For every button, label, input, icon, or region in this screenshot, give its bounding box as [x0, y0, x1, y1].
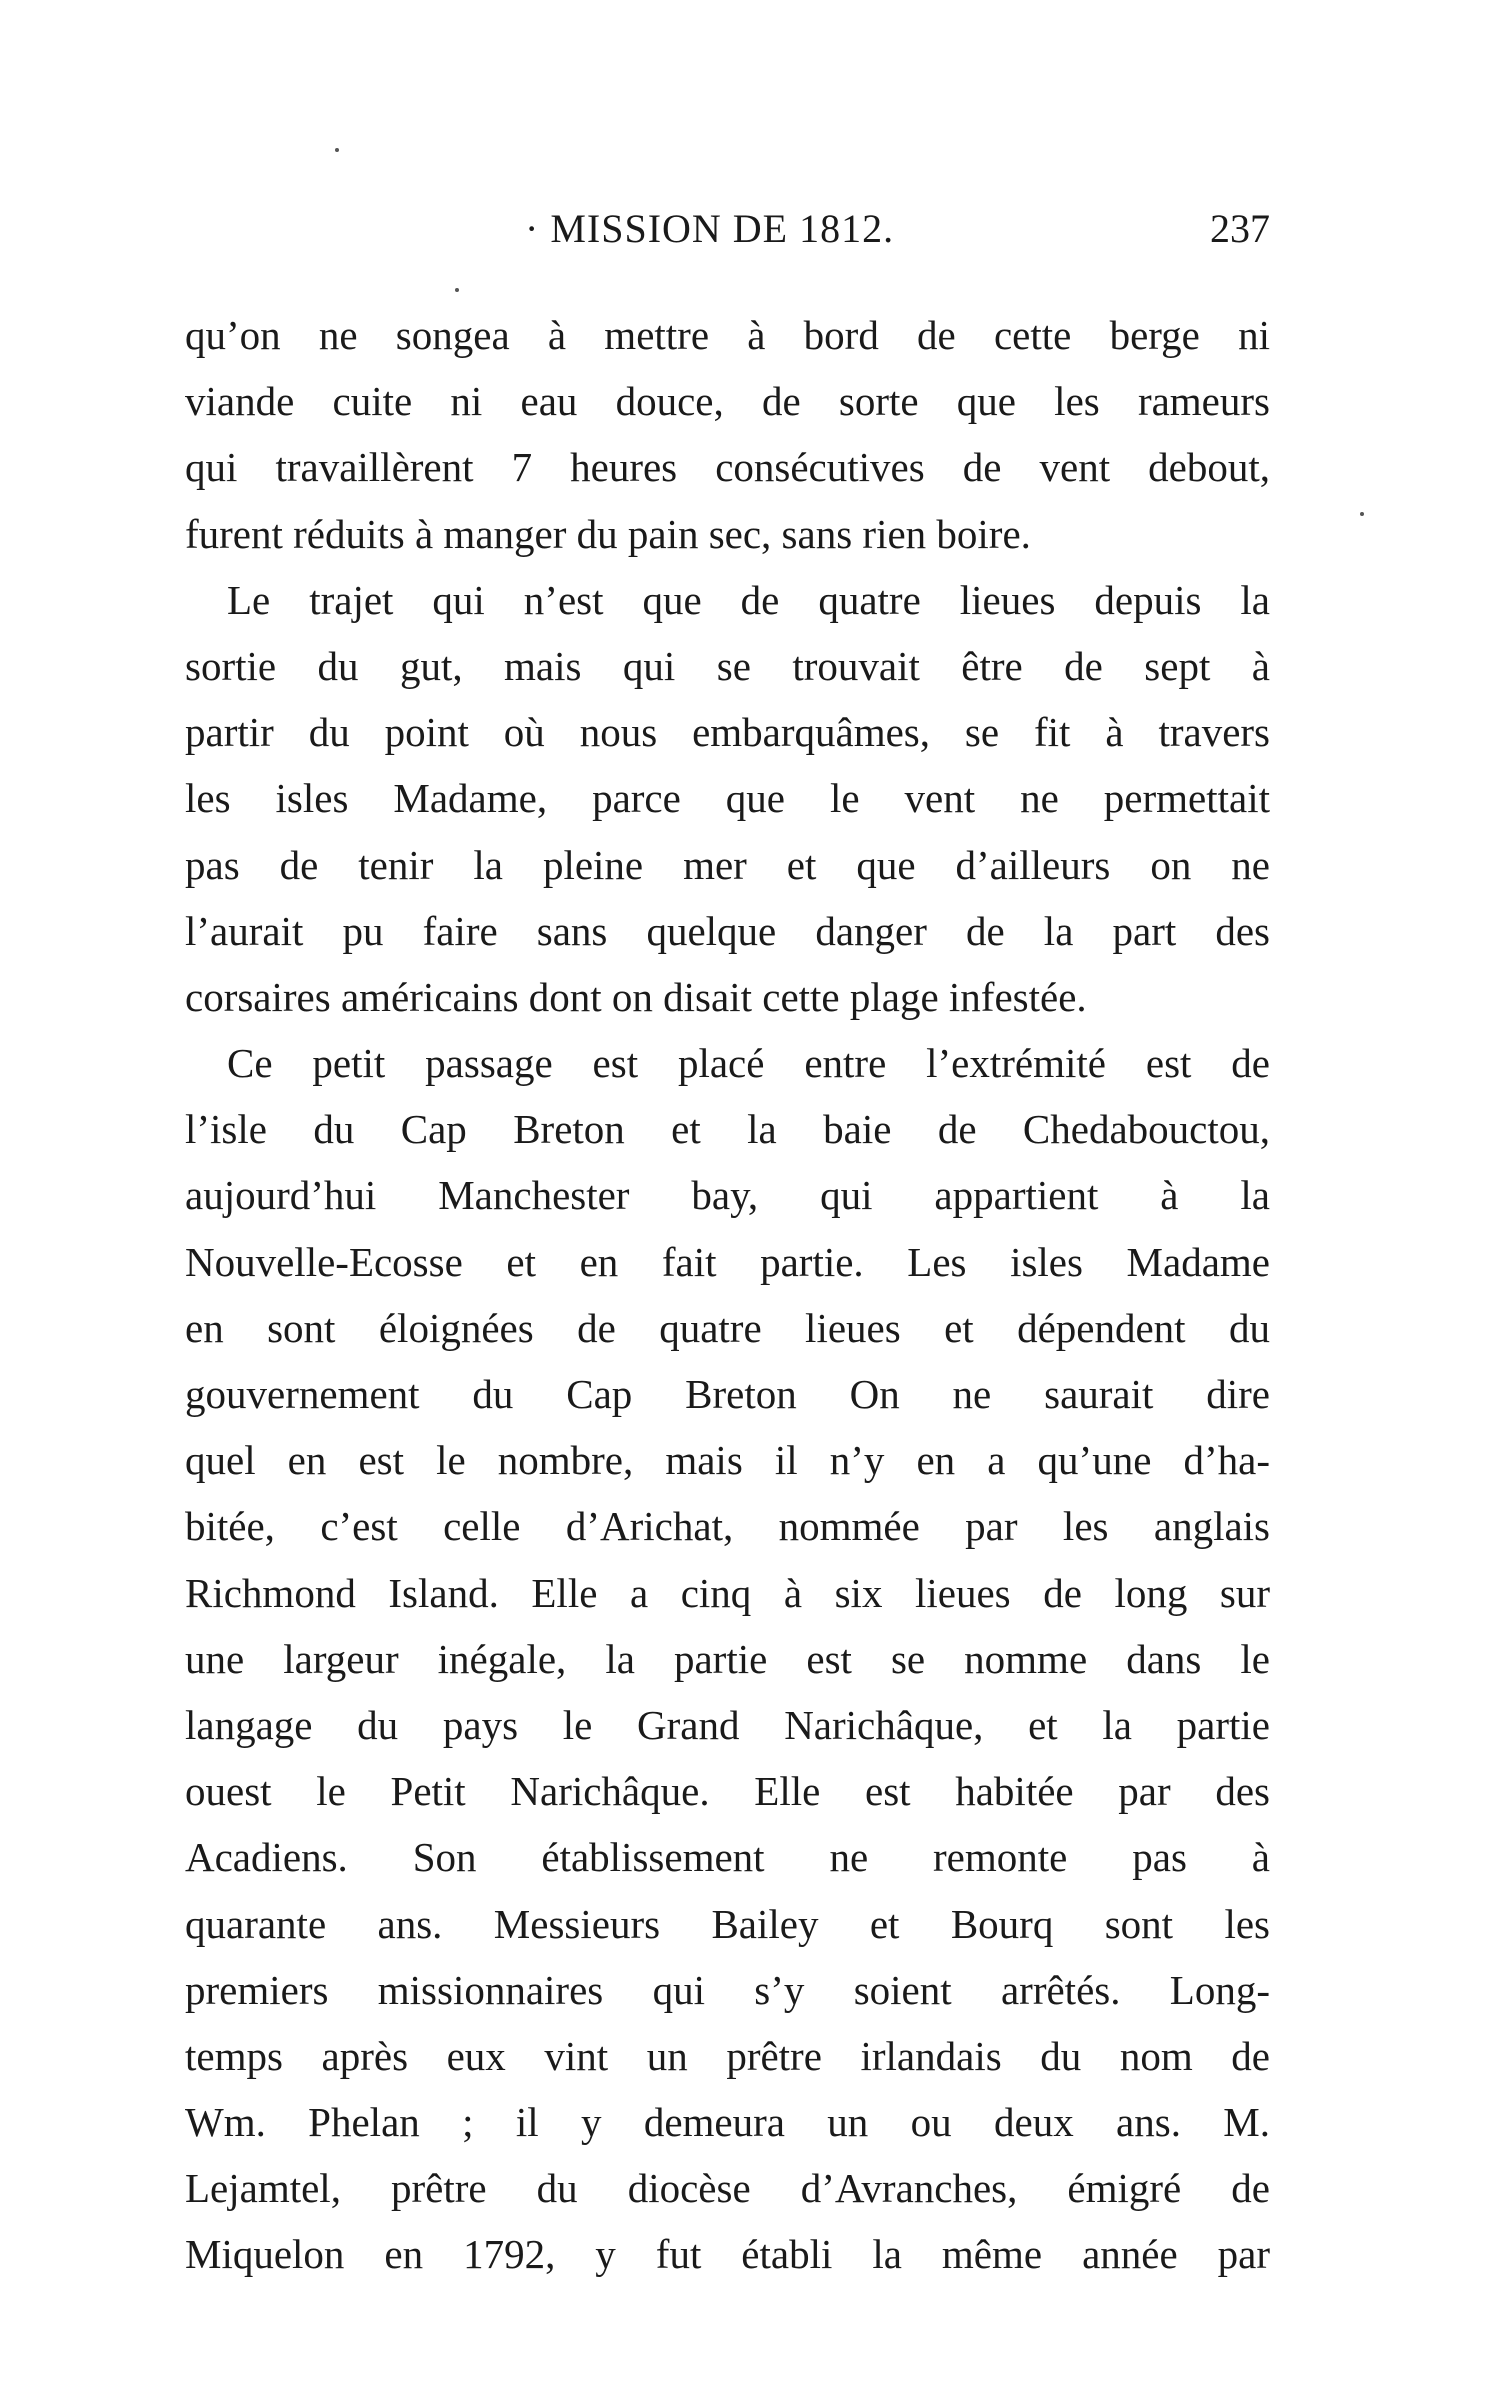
text-line: Wm. Phelan ; il y demeura un ou deux ans. M. [185, 2099, 1270, 2146]
text-line: viande cuite ni eau douce, de sorte que les rameurs [185, 378, 1270, 425]
scan-speck [1360, 512, 1364, 516]
text-line: ouest le Petit Narichâque. Elle est habitée par des [185, 1768, 1270, 1815]
text-line: bitée, c’est celle d’Arichat, nommée par les anglais [185, 1503, 1270, 1550]
text-line: pas de tenir la pleine mer et que d’ailleurs on ne [185, 841, 1270, 888]
text-line: aujourd’hui Manchester bay, qui appartient à la [185, 1172, 1270, 1219]
page-header [185, 205, 1270, 265]
scan-speck [335, 148, 339, 152]
body-text [185, 302, 1270, 2288]
text-line: qu’on ne songea à mettre à bord de cette berge ni [185, 312, 1270, 358]
text-line: qui travaillèrent 7 heures consécutives de vent debout, [185, 444, 1270, 491]
text-line: Lejamtel, prêtre du diocèse d’Avranches, émigré de [185, 2165, 1270, 2212]
text-line: langage du pays le Grand Narichâque, et la partie [185, 1701, 1270, 1748]
text-line: quarante ans. Messieurs Bailey et Bourq sont les [185, 1900, 1270, 1947]
text-line: furent réduits à manger du pain sec, sans rien boire. [185, 510, 1031, 557]
text-line: corsaires américains dont on disait cette plage infestée. [185, 973, 1087, 1020]
text-line: Le trajet qui n’est que de quatre lieues depuis la [227, 576, 1270, 623]
text-line: Nouvelle-Ecosse et en fait partie. Les isles Madame [185, 1238, 1270, 1285]
text-line: Acadiens. Son établissement ne remonte pas à [185, 1834, 1270, 1881]
scan-speck [455, 288, 459, 292]
text-line: temps après eux vint un prêtre irlandais du nom de [185, 2032, 1270, 2079]
text-line: quel en est le nombre, mais il n’y en a qu’une d’ha- [185, 1437, 1270, 1484]
text-line: sortie du gut, mais qui se trouvait être de sept à [185, 642, 1270, 689]
text-line: Miquelon en 1792, y fut établi la même année par [185, 2231, 1270, 2278]
text-line: l’isle du Cap Breton et la baie de Chedabouctou, [185, 1106, 1270, 1153]
text-line: premiers missionnaires qui s’y soient arrêtés. Long- [185, 1966, 1270, 2013]
text-line: gouvernement du Cap Breton On ne saurait dire [185, 1371, 1270, 1417]
text-line: Ce petit passage est placé entre l’extrémité est de [227, 1040, 1270, 1087]
text-line: Richmond Island. Elle a cinq à six lieues de long sur [185, 1569, 1270, 1616]
text-line: une largeur inégale, la partie est se nomme dans le [185, 1635, 1270, 1682]
running-title: · MISSION DE 1812. [525, 206, 895, 251]
text-line: partir du point où nous embarquâmes, se fit à travers [185, 709, 1270, 756]
text-line: l’aurait pu faire sans quelque danger de la part des [185, 907, 1270, 954]
text-line: en sont éloignées de quatre lieues et dépendent du [185, 1304, 1270, 1351]
text-line: les isles Madame, parce que le vent ne permettait [185, 775, 1270, 822]
page-number: 237 [1210, 206, 1270, 251]
